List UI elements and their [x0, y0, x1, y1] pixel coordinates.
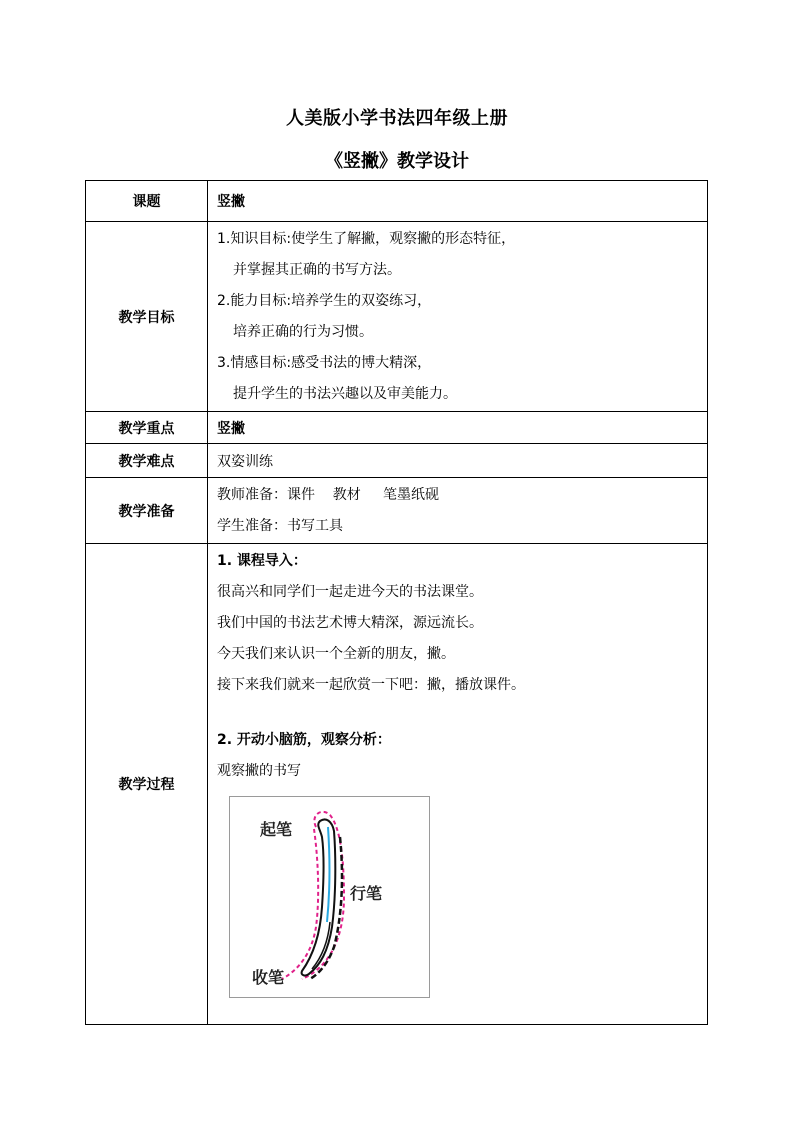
table-row-topic [86, 181, 708, 222]
goal-line: 提升学生的书法兴趣以及审美能力。 [233, 385, 457, 402]
row-label-difficulty: 教学难点 [86, 444, 208, 478]
label-end-stroke: 收笔 [252, 968, 285, 987]
topic-value: 竖撇 [208, 181, 708, 222]
stroke-ink-outline [302, 819, 336, 975]
lesson-plan-table [85, 180, 708, 1025]
process-line: 今天我们来认识一个全新的朋友，撇。 [217, 646, 455, 662]
table-row-key-point [86, 412, 708, 444]
preparation-cell [208, 478, 708, 544]
document-title: 人美版小学书法四年级上册 [286, 108, 508, 129]
row-label-preparation: 教学准备 [86, 478, 208, 544]
row-label-goals: 教学目标 [86, 222, 208, 412]
student-preparation: 学生准备：书写工具 [217, 517, 343, 534]
goal-line: 2.能力目标:培养学生的双姿练习， [217, 292, 432, 309]
goal-line: 1.知识目标:使学生了解撇，观察撇的形态特征， [217, 230, 516, 247]
label-start-stroke: 起笔 [260, 820, 293, 839]
process-cell [208, 544, 708, 1025]
process-line: 观察撇的书写 [217, 763, 301, 779]
table-row-difficulty [86, 444, 708, 478]
label-move-stroke: 行笔 [350, 884, 383, 903]
document-subtitle: 《竖撇》教学设计 [325, 151, 469, 172]
table-row-goals [86, 222, 708, 412]
goal-line: 并掌握其正确的书写方法。 [233, 261, 401, 278]
difficulty-value: 双姿训练 [208, 444, 708, 478]
table-row-process [86, 544, 708, 1025]
process-line: 很高兴和同学们一起走进今天的书法课堂。 [217, 584, 483, 600]
goal-line: 培养正确的行为习惯。 [233, 323, 373, 340]
section-title-intro: 1. 课程导入： [217, 553, 307, 569]
section-title-analysis: 2. 开动小脑筋，观察分析： [217, 732, 391, 748]
goals-cell [208, 222, 708, 412]
row-label-process: 教学过程 [86, 544, 208, 1025]
stroke-diagram [229, 796, 430, 998]
process-line: 我们中国的书法艺术博大精深，源远流长。 [217, 615, 483, 631]
key-point-value: 竖撇 [208, 412, 708, 444]
table-row-preparation [86, 478, 708, 544]
row-label-key-point: 教学重点 [86, 412, 208, 444]
teacher-preparation: 教师准备：课件 教材 笔墨纸砚 [217, 486, 440, 503]
row-label-topic: 课题 [86, 181, 208, 222]
goal-line: 3.情感目标:感受书法的博大精深， [217, 354, 432, 371]
process-line: 接下来我们就来一起欣赏一下吧：撇，播放课件。 [217, 677, 525, 693]
